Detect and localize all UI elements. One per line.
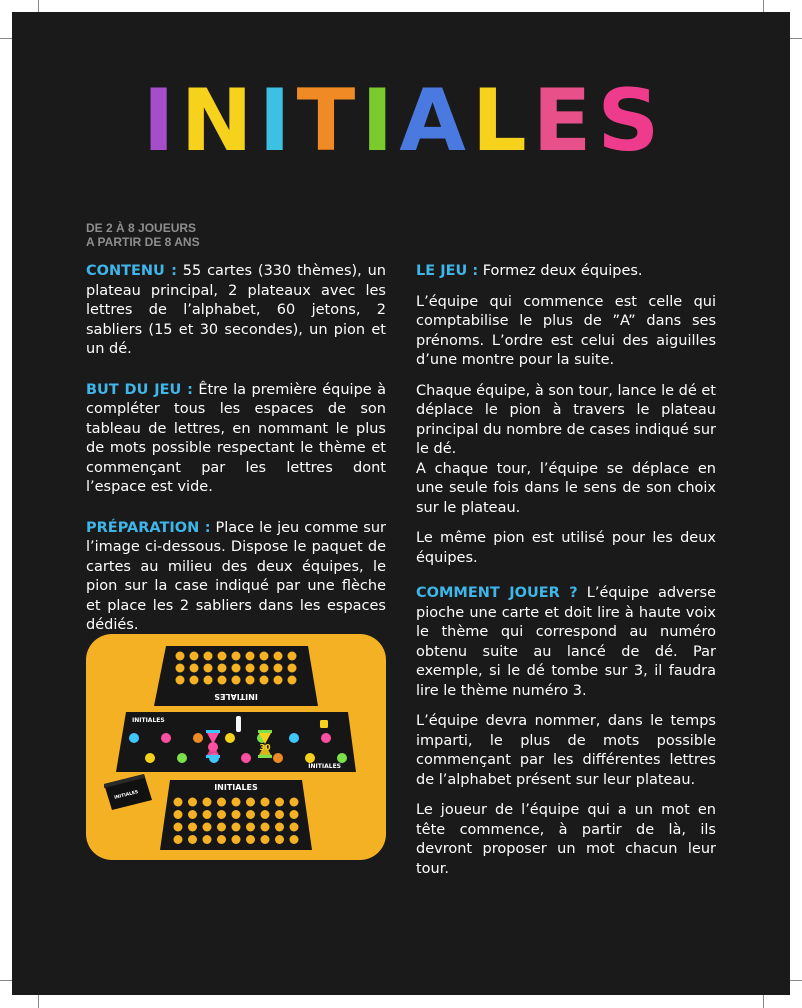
bottom-letter-board xyxy=(160,780,312,850)
logo-letter: T xyxy=(296,71,356,171)
token-slot xyxy=(188,798,197,807)
jeu-heading: LE JEU : xyxy=(416,263,479,279)
track-space xyxy=(289,733,299,743)
track-space xyxy=(161,733,171,743)
token-slot xyxy=(246,664,255,673)
token-slot xyxy=(275,798,284,807)
game-logo xyxy=(0,71,802,171)
left-column xyxy=(86,262,386,647)
main-board-title-2: INITIALES xyxy=(308,763,341,770)
logo-letter: S xyxy=(597,71,660,171)
jeu-text: Formez deux équipes. xyxy=(478,263,643,279)
token-slot xyxy=(174,798,183,807)
token-slot xyxy=(246,676,255,685)
token-slot xyxy=(232,676,241,685)
first-team-paragraph: L’équipe qui commence est celle qui comptabilise le plus de ”A” dans ses prénoms. L’ordre est celui des aiguilles d’une montre pour la suite. xyxy=(416,293,716,368)
crop-mark xyxy=(763,0,764,12)
but-heading: BUT DU JEU : xyxy=(86,381,193,398)
token-slot xyxy=(232,798,241,807)
timer-30-label: 30 xyxy=(259,743,271,752)
timer-30-circle xyxy=(208,742,218,752)
token-slot xyxy=(261,835,270,844)
board-setup-image xyxy=(86,634,386,860)
token-slot xyxy=(232,810,241,819)
main-board-title: INITIALES xyxy=(132,717,165,724)
token-slot xyxy=(246,823,255,832)
main-board xyxy=(116,712,356,772)
token-slot xyxy=(260,676,269,685)
token-slot xyxy=(290,835,299,844)
token-slot xyxy=(188,835,197,844)
player-count: DE 2 À 8 JOUEURS xyxy=(86,221,197,235)
token-slot xyxy=(217,798,226,807)
crop-mark xyxy=(38,0,39,12)
preparation-text: Place le jeu comme sur l’image ci-dessous. Dispose le paquet de cartes au milieu des deux équipes, le pion sur la case indiqué par une flèche et place les 2 sabliers dans les espaces dédiés. xyxy=(86,519,387,633)
token-slot xyxy=(290,798,299,807)
but-paragraph xyxy=(86,381,386,498)
token-slot xyxy=(232,835,241,844)
crop-mark xyxy=(0,980,12,981)
preparation-paragraph xyxy=(86,519,386,636)
player-info xyxy=(86,221,200,249)
pawn xyxy=(236,716,241,732)
jeu-paragraph xyxy=(416,262,716,282)
token-slot xyxy=(203,810,212,819)
track-space xyxy=(321,733,331,743)
token-slot xyxy=(188,823,197,832)
comment-heading: COMMENT JOUER ? xyxy=(416,585,578,601)
token-slot xyxy=(218,664,227,673)
contenu-heading: CONTENU : xyxy=(86,263,177,279)
token-slot xyxy=(188,810,197,819)
token-slot xyxy=(260,652,269,661)
token-slot xyxy=(217,835,226,844)
pawn-paragraph: Le même pion est utilisé pour les deux équipes. xyxy=(416,530,716,566)
crop-mark xyxy=(0,38,12,39)
token-slot xyxy=(290,823,299,832)
but-text: Être la première équipe à compléter tous les espaces de son tableau de lettres, en nommant le plus de mots possible respectant le thème et commençant par les lettres dont l’espace est vide. xyxy=(86,381,386,495)
top-board-title: INITIALES xyxy=(214,692,258,701)
track-space xyxy=(193,733,203,743)
token-slot xyxy=(261,798,270,807)
token-slot xyxy=(218,652,227,661)
logo-letter: I xyxy=(142,71,175,171)
logo-letter: E xyxy=(532,71,592,171)
token-slot xyxy=(260,664,269,673)
token-slot xyxy=(275,810,284,819)
token-slot xyxy=(232,652,241,661)
track-space xyxy=(337,753,347,763)
board-illustration xyxy=(86,634,386,860)
token-slot xyxy=(176,652,185,661)
logo-letter: A xyxy=(399,71,466,171)
token-slot xyxy=(288,652,297,661)
token-slot xyxy=(174,810,183,819)
top-letter-board xyxy=(154,646,318,706)
token-slot xyxy=(204,676,213,685)
turn-text-a: Chaque équipe, à son tour, lance le dé et déplace le pion à travers le plateau principal du nombre de cases indiqué sur le dé. xyxy=(416,382,716,457)
track-space xyxy=(241,753,251,763)
logo-letter: I xyxy=(258,71,291,171)
token-slot xyxy=(203,798,212,807)
token-slot xyxy=(190,664,199,673)
token-slot xyxy=(218,676,227,685)
speaker-paragraph: Le joueur de l’équipe qui a un mot en tête commence, à partir de là, ils devront proposer un mot chacun leur tour. xyxy=(416,802,716,877)
token-slot xyxy=(246,810,255,819)
logo-letter: N xyxy=(180,71,253,171)
token-slot xyxy=(261,810,270,819)
token-slot xyxy=(261,823,270,832)
track-space xyxy=(145,753,155,763)
token-slot xyxy=(275,835,284,844)
preparation-heading: PRÉPARATION : xyxy=(86,519,211,536)
crop-mark xyxy=(38,995,39,1008)
token-slot xyxy=(203,823,212,832)
track-space xyxy=(177,753,187,763)
comment-paragraph xyxy=(416,584,716,701)
turn-paragraph xyxy=(416,382,716,460)
token-slot xyxy=(217,810,226,819)
track-space xyxy=(305,753,315,763)
contenu-paragraph xyxy=(86,262,386,360)
token-slot xyxy=(232,823,241,832)
token-slot xyxy=(204,652,213,661)
die xyxy=(320,720,328,728)
token-slot xyxy=(176,664,185,673)
crop-mark xyxy=(790,38,802,39)
token-slot xyxy=(190,652,199,661)
naming-paragraph: L’équipe devra nommer, dans le temps imparti, le plus de mots possible commençant par les différentes lettres de l’alphabet présent sur leur plateau. xyxy=(416,713,716,788)
bottom-board-title: INITIALES xyxy=(214,783,258,792)
card-deck-title: INITIALES xyxy=(113,790,139,801)
token-slot xyxy=(246,798,255,807)
token-slot xyxy=(274,664,283,673)
token-slot xyxy=(290,810,299,819)
token-slot xyxy=(232,664,241,673)
token-slot xyxy=(176,676,185,685)
right-column xyxy=(416,262,716,890)
token-slot xyxy=(275,823,284,832)
token-slot xyxy=(174,823,183,832)
token-slot xyxy=(204,664,213,673)
contenu-text: 55 cartes (330 thèmes), un plateau principal, 2 plateaux avec les lettres de l’alphabet, 60 jetons, 2 sabliers (15 et 30 secondes), un pion et un dé. xyxy=(86,263,386,357)
card-deck xyxy=(104,774,152,810)
logo-letter: I xyxy=(361,71,394,171)
token-slot xyxy=(288,664,297,673)
token-slot xyxy=(288,676,297,685)
crop-mark xyxy=(790,980,802,981)
turn-paragraph-b: A chaque tour, l’équipe se déplace en une seule fois dans le sens de son choix sur le plateau. xyxy=(416,460,716,516)
token-slot xyxy=(190,676,199,685)
token-slot xyxy=(246,835,255,844)
crop-mark xyxy=(763,995,764,1008)
track-space xyxy=(129,733,139,743)
age-range: A PARTIR DE 8 ANS xyxy=(86,235,200,249)
token-slot xyxy=(246,652,255,661)
token-slot xyxy=(203,835,212,844)
token-slot xyxy=(174,835,183,844)
track-space xyxy=(225,733,235,743)
token-slot xyxy=(274,676,283,685)
token-slot xyxy=(274,652,283,661)
logo-letter: L xyxy=(471,71,527,171)
comment-text: L’équipe adverse pioche une carte et doit lire à haute voix le thème qui correspond au numéro obtenu suite au lancé de dé. Par exemple, si le dé tombe sur 3, il faudra lire le thème numéro 3. xyxy=(416,585,716,699)
token-slot xyxy=(217,823,226,832)
track-space xyxy=(273,753,283,763)
